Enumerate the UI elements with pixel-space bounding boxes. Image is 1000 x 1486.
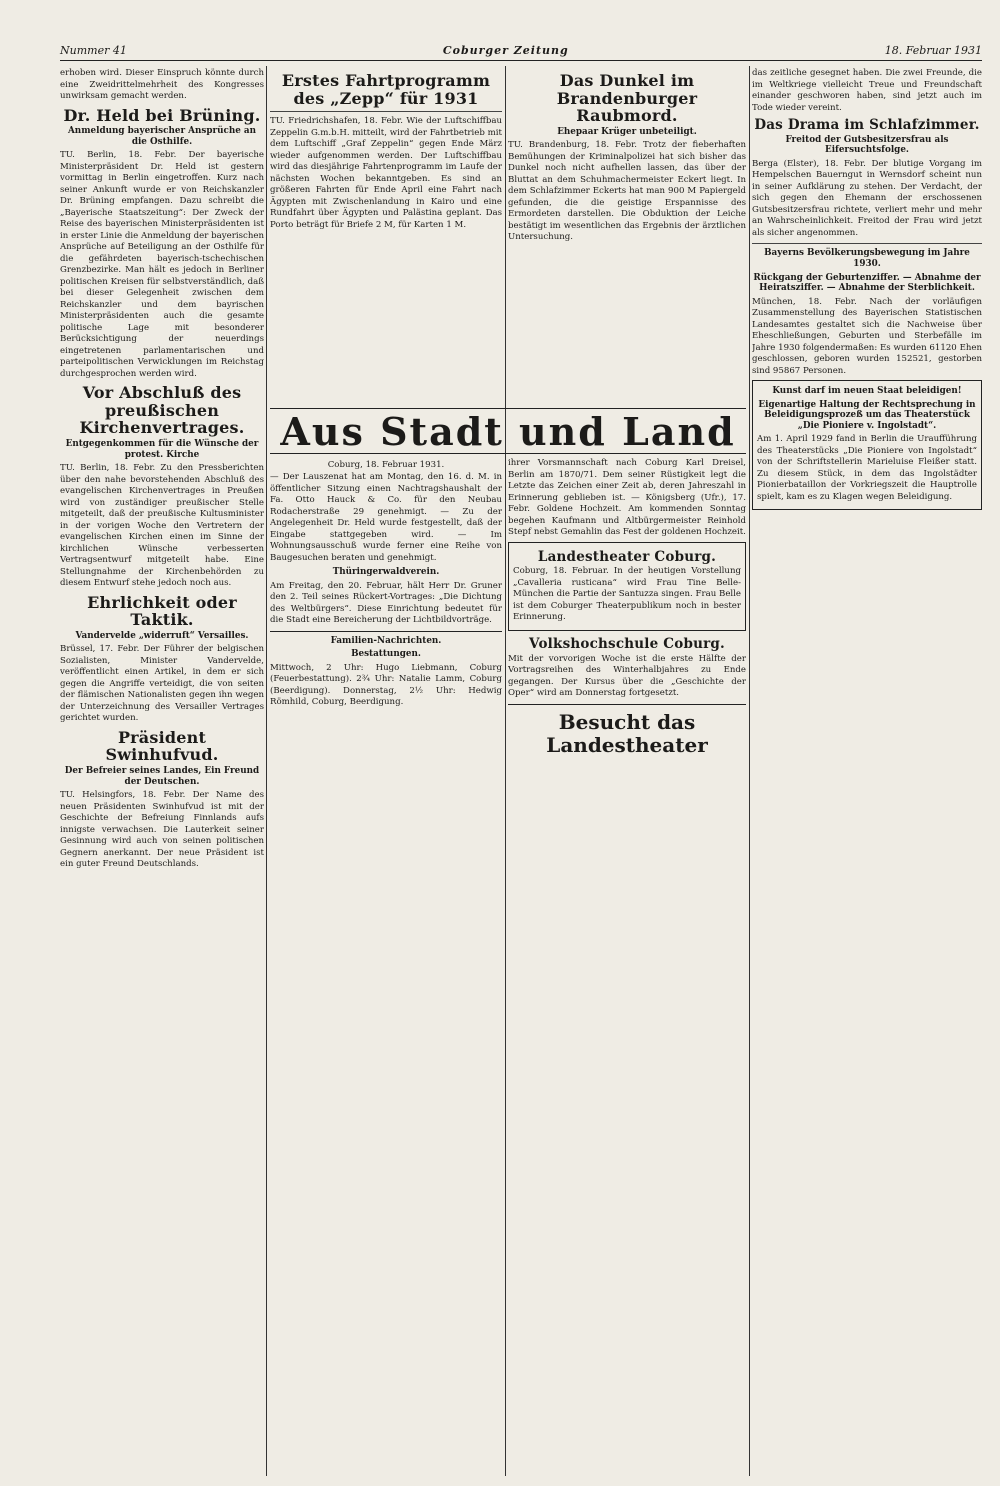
article-headline: Das Dunkel im Brandenburger Raubmord. — [556, 71, 698, 126]
column-rule — [266, 66, 267, 1476]
article-headline: Präsident Swinhufvud. — [105, 727, 219, 765]
article-subheadline: Ehepaar Krüger unbeteiligt. — [557, 126, 697, 137]
article-subheadline: Kunst darf im neuen Staat beleidigen! — [772, 386, 962, 397]
article-body: TU. Friedrichshafen, 18. Febr. Wie der Luftschiffbau Zeppelin G.m.b.H. mitteilt, wird der Fahrtbetrieb mit dem Luftschiff „Graf Zeppelin“ gegen Ende März wieder aufgenommen werden. Der Luftschiffbau wird das diesjährige Fahrtenprogramm im Laufe der nächsten Wochen bekanntgeben. Es sind an größeren Fahrten für Ende April eine Fahrt nach Ägypten mit Zwischenlandung in Kairo und eine Rundfahrt über Ägypten und Palästina geplant. Das Porto beträgt für Briefe 2 M, für Karten 1 M. — [270, 116, 502, 230]
column-rule — [505, 66, 506, 1476]
paper-title: Coburger Zeitung — [442, 43, 569, 57]
col4-intro: das zeitliche gesegnet haben. Die zwei Freunde, die im Weltkriege vielleicht Treue und Freundschaft einander geschworen haben, sind jetzt auch im Tode wieder vereint. — [752, 68, 982, 113]
page-header — [60, 40, 982, 61]
article-headline: Das Drama im Schlafzimmer. — [754, 117, 980, 133]
issue-date: 18. Februar 1931 — [884, 43, 982, 57]
article-body: Mittwoch, 2 Uhr: Hugo Liebmann, Coburg (Feuerbestattung). 2¾ Uhr: Natalie Lamm, Coburg (Beerdigung). Donnerstag, 2½ Uhr: Hedwig Römhild, Coburg, Beerdigung. — [270, 662, 502, 708]
article-body: Am 1. April 1929 fand in Berlin die Uraufführung des Theaterstücks „Die Pioniere von Ingolstadt“ von der Schriftstellerin Marieluise Fleißer statt. Zu diesem Stück, in dem das Ingolstädter Pionierbataillon der Vorkriegszeit die Hauptrolle spielt, kam es zu Klagen wegen Beleidigung. — [757, 434, 977, 502]
section-banner: Aus Stadt und Land — [270, 408, 746, 454]
col1-intro: erhoben wird. Dieser Einspruch könnte durch eine Zweidrittelmehrheit des Kongresses unwirksam gemacht werden. — [60, 68, 264, 101]
kunst-box — [752, 380, 982, 510]
divider — [752, 243, 982, 244]
divider — [270, 111, 502, 112]
divider — [508, 704, 746, 705]
article-body: TU. Helsingfors, 18. Febr. Der Name des neuen Präsidenten Swinhufvud ist mit der Geschichte der Befreiung Finnlands aufs innigste verwachsen. Die Lauterkeit seiner Gesinnung wird auch von seinen politischen Gegnern anerkannt. Der neue Präsident ist ein guter Freund Deutschlands. — [60, 790, 264, 870]
article-headline: Landestheater Coburg. — [537, 548, 717, 565]
article-subheadline: Bayerns Bevölkerungsbewegung im Jahre 1930. — [764, 248, 970, 269]
article-body: — Der Lauszenat hat am Montag, den 16. d. M. in öffentlicher Sitzung einen Nachtragshaushalt der Fa. Otto Hauck & Co. für den Neubau Rodacherstraße 29 genehmigt. — Zu der Angelegenheit Dr. Held wurde festgestellt, daß der Eingabe stattgegeben wird. — Im Wohnungsausschuß wurde ferner eine Reihe von Baugesuchen beraten und genehmigt. — [270, 472, 502, 563]
article-body: Am Freitag, den 20. Februar, hält Herr Dr. Gruner den 2. Teil seines Rückert-Vortrages: „Die Dichtung des Weltbürgers“. Diese Einrichtung bedeutet für die Stadt eine Bereicherung der Lichtbildvorträge. — [270, 580, 502, 626]
article-headline: Vor Abschluß des preußischen Kirchenvertrages. — [79, 383, 245, 438]
article-subheadline: Thüringerwaldverein. — [332, 567, 440, 577]
article-body: Berga (Elster), 18. Febr. Der blutige Vorgang im Hempelschen Bauerngut in Wernsdorf scheint nun in seiner Aufklärung zu stehen. Der Verdacht, der sich gegen den Ehemann der erschossenen Gutsbesitzersfrau richtete, verliert mehr und mehr an Wahrscheinlichkeit. Freitod der Frau wird jetzt als sicher angenommen. — [752, 158, 982, 238]
article-subheadline: Der Befreier seines Landes, Ein Freund der Deutschen. — [64, 765, 260, 787]
article-body: TU. Brandenburg, 18. Febr. Trotz der fieberhaften Bemühungen der Kriminalpolizei hat sich bisher das Dunkel noch nicht aufhellen lassen, das über der Bluttat an dem Schuhmachermeister Eckert liegt. In dem Schlafzimmer Eckerts hat man 900 M Papiergeld gefunden, die die geistige Erspannisse des Ermordeten darstellen. Die Obduktion der Leiche bestätigt im wesentlichen das Ergebnis der ärztlichen Untersuchung. — [508, 140, 746, 243]
article-subheadline: Entgegenkommen für die Wünsche der protest. Kirche — [65, 438, 259, 460]
article-body: München, 18. Febr. Nach der vorläufigen Zusammenstellung des Bayerischen Statistischen Landesamtes gestaltet sich die Nachweise über Eheschließungen, Geburten und Sterbefälle im Jahre 1930 folgendermaßen: Es wurden 61120 Ehen geschlossen, geboren wurden 152521, gestorben sind 95867 Personen. — [752, 296, 982, 376]
column-1 — [60, 68, 264, 1476]
article-body: Mit der vorvorigen Woche ist die erste Hälfte der Vortragsreihen des Winterhalbjahres zu Ende gegangen. Der Kursus über die „Geschichte der Oper“ wird am Donnerstag fortgesetzt. — [508, 653, 746, 699]
ad-headline: Besucht das Landestheater — [546, 709, 708, 757]
column-3-lower — [508, 458, 746, 1476]
article-subheadline: Familien-Nachrichten. — [330, 635, 442, 646]
column-rule — [749, 66, 750, 1476]
article-headline: Volkshochschule Coburg. — [529, 635, 725, 652]
article-subheadline: Vandervelde „widerruft“ Versailles. — [75, 630, 249, 641]
article-body: Brüssel, 17. Febr. Der Führer der belgischen Sozialisten, Minister Vandervelde, veröffentlicht einen Artikel, in dem er sich gegen die Angriffe verteidigt, die von seiten der flämischen Nationalisten gegen ihn wegen der Unterzeichnung des Versailler Vertrages gerichtet wurden. — [60, 644, 264, 724]
column-3-upper — [508, 68, 746, 402]
article-body: Coburg, 18. Februar. In der heutigen Vorstellung „Cavalleria rusticana“ wird Frau Tine Belle-München die Partie der Santuzza singen. Frau Belle ist dem Coburger Theaterpublikum noch in bester Erinnerung. — [513, 566, 741, 623]
article-subheadline: Bestattungen. — [351, 649, 421, 660]
article-headline: Dr. Held bei Brüning. — [63, 105, 261, 125]
article-subheadline: Eigenartige Haltung der Rechtsprechung in Beleidigungsprozeß um das Theaterstück „Die Pioniere v. Ingolstadt“. — [758, 399, 976, 431]
article-body: TU. Berlin, 18. Febr. Zu den Pressberichten über den nahe bevorstehenden Abschluß des evangelischen Kirchenvertrages in Preußen wird von zuständiger preußischer Stelle mitgeteilt, daß der preußische Kultusminister in der vorigen Woche den Vertretern der evangelischen Kirchen einen im Sinne der kirchlichen Wünsche verbesserten Vertragsentwurf mitgeteilt habe. Eine Stellungnahme der Kirchenbehörden zu diesem Entwurf stehe jedoch noch aus. — [60, 463, 264, 589]
article-headline: Erstes Fahrtprogramm des „Zepp“ für 1931 — [281, 71, 491, 108]
article-subheadline: Rückgang der Geburtenziffer. — Abnahme der Heiratsziffer. — Abnahme der Sterblichkeit. — [753, 272, 981, 294]
article-subheadline: Freitod der Gutsbesitzersfrau als Eifersuchtsfolge. — [785, 134, 949, 156]
column-4 — [752, 68, 982, 1476]
column-2-lower — [270, 458, 502, 1476]
column-2-upper — [270, 68, 502, 402]
issue-number: Nummer 41 — [60, 43, 127, 57]
theater-box — [508, 542, 746, 631]
dateline: Coburg, 18. Februar 1931. — [327, 460, 445, 470]
article-body: TU. Berlin, 18. Febr. Der bayerische Ministerpräsident Dr. Held ist gestern vormittag in Berlin eingetroffen. Kurz nach seiner Ankunft wurde er von Reichskanzler Dr. Brüning empfangen. Dazu schreibt die „Bayerische Staatszeitung“: Der Zweck der Reise des bayerischen Ministerpräsidenten ist in erster Linie die Anmeldung der bayerischen Ansprüche auf Beteiligung an der Osthilfe für die gefährdeten bayerisch-tschechischen Grenzbezirke. Man hält es jedoch in Berliner politischen Kreisen für selbstverständlich, daß bei dieser Gelegenheit zwischen dem Reichskanzler und dem bayrischen Ministerpräsidenten auch die gesamte politische Lage mit besonderer Berücksichtigung der neuerdings eingetretenen parlamentarischen und parteipolitischen Verwicklungen im Reichstag durchgesprochen werden wird. — [60, 150, 264, 379]
article-subheadline: Anmeldung bayerischer Ansprüche an die Osthilfe. — [67, 126, 257, 147]
divider — [270, 631, 502, 632]
article-body: ihrer Vorsmannschaft nach Coburg Karl Dreisel, Berlin am 1870/71. Dem seiner Rüstigkeit legt die Letzte das Zeichen einer Zeit ab, deren Jahreszahl in Erinnerung geblieben ist. — Königsberg (Ufr.), 17. Febr. Goldene Hochzeit. Am kommenden Sonntag begehen Kaufmann und Altbürgermeister Reinhold Stepf nebst Gemahlin das Fest der goldenen Hochzeit. — [508, 458, 746, 537]
article-headline: Ehrlichkeit oder Taktik. — [87, 592, 237, 630]
